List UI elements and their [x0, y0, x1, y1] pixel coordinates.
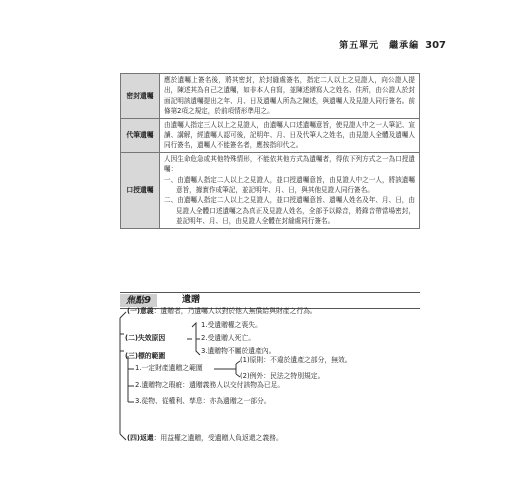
- will-type-oral: 口授遺囑: [121, 152, 160, 228]
- tree-invalid-item-3: 3.遺贈物不屬於遺產內。: [201, 347, 276, 355]
- will-type-sealed: 密封遺囑: [121, 74, 160, 119]
- tree-scope-sub-1: (1)原則：不違於遺產之部分，無效。: [240, 356, 352, 364]
- tree-meaning: [127, 307, 317, 316]
- tree-revoke-label: (四)返還: [127, 434, 154, 442]
- tree-meaning-label: (一)意義: [127, 307, 154, 315]
- will-desc-sealed: 應於遺囑上簽名後，將其密封，於封縫處簽名，指定二人以上之見證人，向公證人提出，陳述其為自己之遺囑，如非本人自寫，並陳述繕寫人之姓名、住所，由公證人於封面記明該遺囑提出之年、月、日及遺囑人所為之陳述，與遺囑人及見證人同行簽名。前條第2項之規定，於前項情形準用之。: [160, 74, 420, 119]
- focus-badge-label: 焦點: [126, 296, 145, 306]
- will-desc-proxy: 由遺囑人指定三人以上之見證人，由遺囑人口述遺囑意旨，使見證人中之一人筆記、宣讀、講解，經遺囑人認可後，記明年、月、日及代筆人之姓名，由見證人全體及遺囑人同行簽名，遺囑人不能簽名者，應按指印代之。: [160, 118, 420, 152]
- chapter-title: 第五單元 繼承編: [339, 41, 420, 51]
- focus-title: 遺贈: [182, 295, 201, 305]
- tree-invalid-item-1: 1.受遺贈權之喪失。: [201, 321, 262, 329]
- focus-number: 9: [144, 295, 151, 306]
- tree-revoke: [127, 434, 283, 443]
- tree-scope-item-3: 3.從物、從權利、孳息：亦為遺贈之一部分。: [135, 397, 271, 405]
- oral-intro: 人因生命危急或其他特殊情形，不能依其他方式為遺囑者，得依下列方式之一為口授遺囑：: [164, 154, 415, 174]
- tree-scope-label: (三)標的範圍: [125, 352, 166, 360]
- tree-meaning-text: ：遺贈者，乃遺囑人以對於他人無償給與財產之行為。: [153, 307, 317, 315]
- tree-revoke-text: ：用益權之遺贈，受遺贈人負返還之義務。: [153, 434, 283, 442]
- oral-item-2: 二、由遺囑人指定二人以上之見證人，並口授遺囑意旨、遺囑人姓名及年、月、日，由見證人全體口述遺囑之為真正及見證人姓名，全部予以錄音，將錄音帶當場密封，並記明年、月、日，由見證人全體在封縫處同行簽名。: [164, 196, 415, 226]
- tree-scope-item-1: 1.一定財產遺贈之範圍: [135, 364, 203, 372]
- tree-scope-sub-2: (2)例外：民法之特別規定。: [240, 372, 325, 380]
- tree-scope-item-2: 2.遺贈物之瑕疵：遺贈義務人以交付該物為已足。: [135, 381, 285, 389]
- page-number: 307: [425, 40, 446, 51]
- will-type-proxy: 代筆遺囑: [121, 118, 160, 152]
- tree-invalid-item-2: 2.受遺贈人死亡。: [201, 334, 256, 342]
- oral-item-1: 一、由遺囑人指定二人以上之見證人，並口授遺囑意旨，由見證人中之一人，將該遺囑意旨，據實作成筆記，並記明年、月、日，與其他見證人同行簽名。: [164, 175, 415, 195]
- tree-invalid-label: (二)失效原因: [125, 334, 166, 342]
